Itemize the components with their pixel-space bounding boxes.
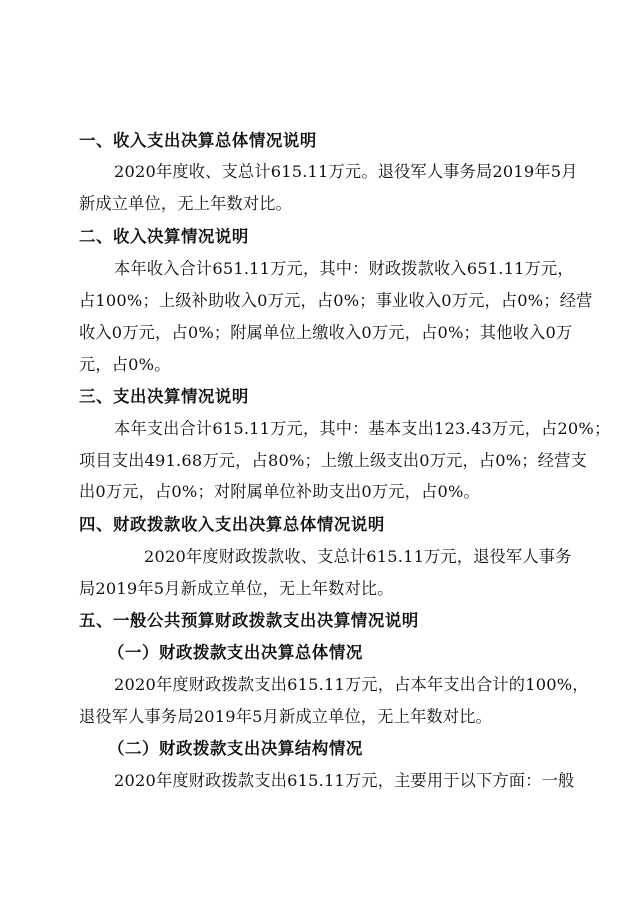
paragraph-line: 退役军人事务局2019年5月新成立单位，无上年数对比。 [79,707,493,726]
paragraph-line: 2020年度财政拨款收、支总计615.11万元，退役军人事务 [144,547,572,566]
section-heading-4: 四、财政拨款收入支出决算总体情况说明 [79,515,385,534]
paragraph-line: 2020年度财政拨款支出615.11万元，主要用于以下方面：一般 [114,771,575,790]
subsection-heading-2: （二）财政拨款支出决算结构情况 [108,739,363,758]
paragraph-line: 新成立单位，无上年数对比。 [79,194,293,213]
paragraph-line: 项目支出491.68万元，占80%；上缴上级支出0万元，占0%；经营支 [79,451,587,470]
section-heading-1: 一、收入支出决算总体情况说明 [79,131,317,150]
section-heading-2: 二、收入决算情况说明 [79,227,249,246]
paragraph-line: 局2019年5月新成立单位，无上年数对比。 [79,579,394,598]
paragraph-line: 2020年度财政拨款支出615.11万元，占本年支出合计的100%， [114,675,589,694]
section-heading-5: 五、一般公共预算财政拨款支出决算情况说明 [79,611,419,630]
paragraph-line: 收入0万元，占0%；附属单位上缴收入0万元，占0%；其他收入0万 [79,323,573,342]
paragraph-line: 出0万元，占0%；对附属单位补助支出0万元，占0%。 [79,482,480,501]
paragraph-line: 元，占0%。 [79,355,171,374]
paragraph-line: 本年收入合计651.11万元，其中：财政拨款收入651.11万元， [114,259,574,278]
paragraph-line: 2020年度收、支总计615.11万元。退役军人事务局2019年5月 [114,162,578,181]
paragraph-line: 占100%；上级补助收入0万元，占0%；事业收入0万元，占0%；经营 [79,291,593,310]
section-heading-3: 三、支出决算情况说明 [79,387,249,406]
subsection-heading-1: （一）财政拨款支出决算总体情况 [108,643,363,662]
paragraph-line: 本年支出合计615.11万元，其中：基本支出123.43万元，占20%； [114,419,611,438]
